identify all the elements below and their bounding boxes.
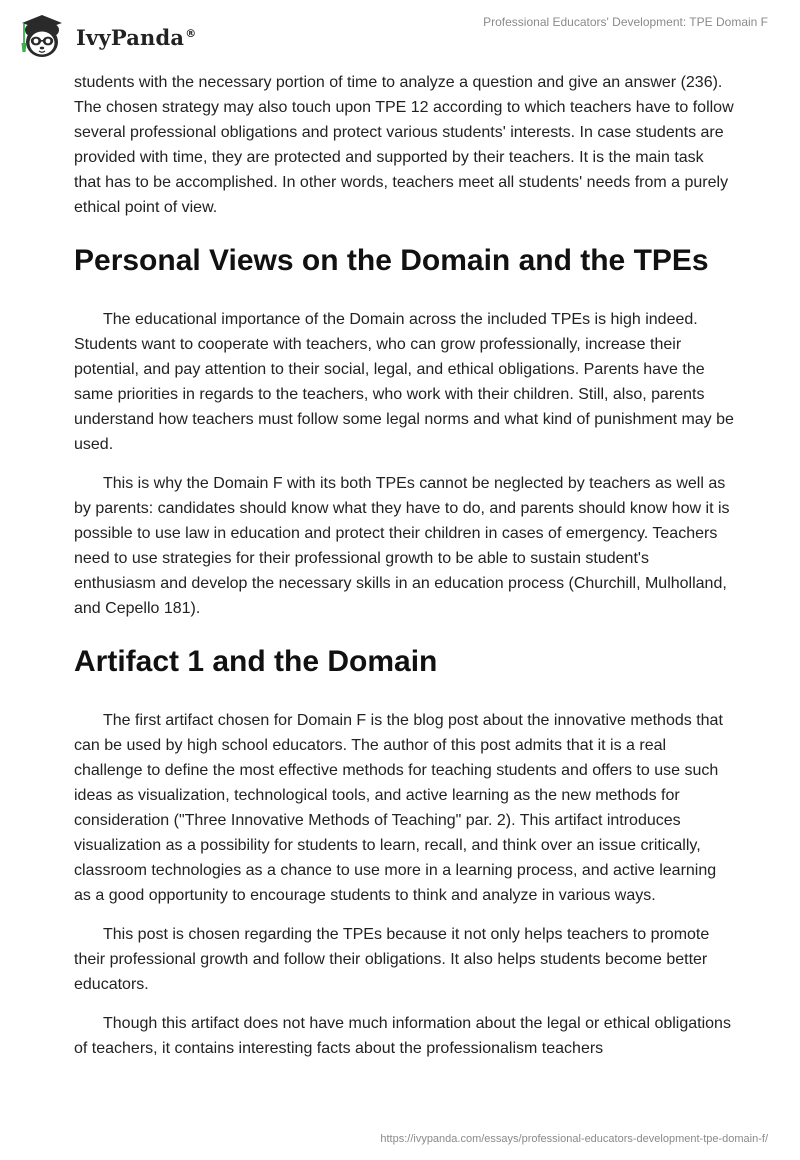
brand-logo[interactable] bbox=[14, 8, 196, 64]
page-header bbox=[0, 0, 800, 72]
section-heading-artifact-1: Artifact 1 and the Domain bbox=[74, 645, 438, 678]
intro-paragraph: students with the necessary portion of time to analyze a question and give an answer (236). The chosen strategy may also touch upon TPE 12 according to which teachers have to follow several professional obligations and protect various students' interests. In case students are provided with time, they are protected and supported by their teachers. It is the main task that has to be accomplished. In other words, teachers meet all students' needs from a purely ethical point of view. bbox=[74, 74, 734, 216]
source-url[interactable]: https://ivypanda.com/essays/professional-educators-development-tpe-domain-f/ bbox=[380, 1133, 768, 1145]
paragraph: The first artifact chosen for Domain F is the blog post about the innovative methods that can be used by high school educators. The author of this post admits that it is a real challenge to define the most effective methods for teaching students and offers to use such ideas as visualization, technological tools, and active learning as the new methods for consideration ("Three Innovative Methods of Teaching" par. 2). This artifact introduces visualization as a possibility for students to learn, recall, and think over an issue critically, classroom technologies as a chance to use more in a learning process, and active learning as a good opportunity to encourage students to think and analyze in various ways. bbox=[74, 712, 723, 904]
registered-mark: ® bbox=[185, 26, 197, 40]
panda-graduation-cap-icon bbox=[14, 8, 70, 64]
section-heading-personal-views: Personal Views on the Domain and the TPEs bbox=[74, 244, 709, 277]
paragraph: This is why the Domain F with its both TPEs cannot be neglected by teachers as well as by parents: candidates should know what they have to do, and parents should know how it is possible to use law in education and protect their children in cases of emergency. Teachers need to use strategies for their professional growth to be able to sustain student's enthusiasm and develop the necessary skills in an education process (Churchill, Mulholland, and Cepello 181). bbox=[74, 475, 730, 617]
brand-name: IvyPanda® bbox=[76, 24, 197, 50]
document-body bbox=[74, 70, 734, 1075]
paragraph: The educational importance of the Domain across the included TPEs is high indeed. Students want to cooperate with teachers, who can grow professionally, increase their potential, and pay attention to their social, legal, and ethical obligations. Parents have the same priorities in regards to the teachers, who work with their children. Still, also, parents understand how teachers must follow some legal norms and what kind of punishment may be used. bbox=[74, 311, 734, 453]
paragraph: This post is chosen regarding the TPEs because it not only helps teachers to promote their professional growth and follow their obligations. It also helps students become better educators. bbox=[74, 926, 710, 993]
document-running-title: Professional Educators' Development: TPE Domain F bbox=[483, 15, 768, 29]
paragraph: Though this artifact does not have much information about the legal or ethical obligations of teachers, it contains interesting facts about the professionalism teachers bbox=[74, 1015, 731, 1057]
